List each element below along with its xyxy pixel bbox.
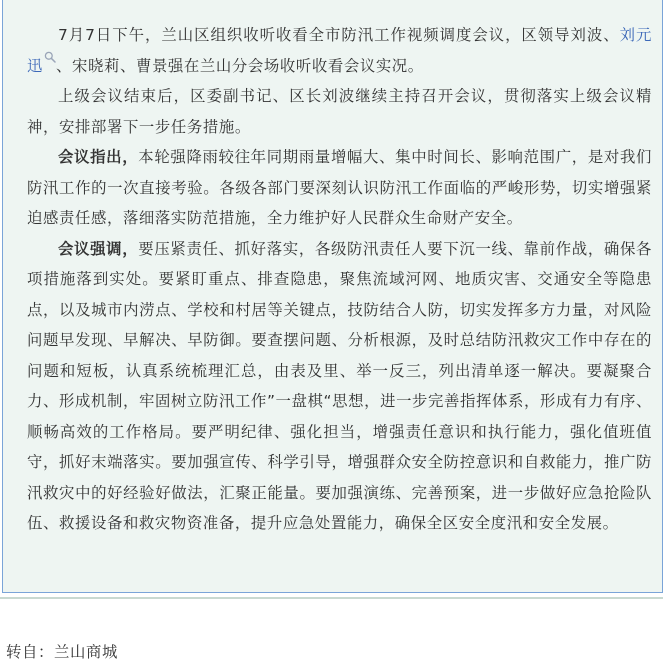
paragraph-3 — [27, 142, 652, 234]
paragraph-2-text: 上级会议结束后，区委副书记、区长刘波继续主持召开会议，贯彻落实上级会议精神，安排部署下一步任务措施。 — [27, 87, 652, 136]
search-icon[interactable] — [44, 51, 56, 63]
divider — [0, 597, 663, 599]
source-attribution: 转自：兰山商城 — [6, 643, 118, 661]
paragraph-3-lead: 会议指出， — [58, 148, 139, 166]
paragraph-4-text: 要压紧责任、抓好落实，各级防汛责任人要下沉一线、靠前作战，确保各项措施落到实处。要紧盯重点、排查隐患，聚焦流域河网、地质灾害、交通安全等隐患点，以及城市内涝点、学校和村居等关键点，技防结合人防，切实发挥多方力量，对风险问题早发现、早解决、早防御。要查摆问题、分析根源，及时总结防汛救灾工作中存在的问题和短板，认真系统梳理汇总，由表及里、举一反三，列出清单逐一解决。要凝聚合力、形成机制，牢固树立防汛工作”一盘棋“思想，进一步完善指挥体系，形成有力有序、顺畅高效的工作格局。要严明纪律、强化担当，增强责任意识和执行能力，强化值班值守，抓好末端落实。要加强宣传、科学引导，增强群众安全防控意识和自救能力，推广防汛救灾中的好经验好做法，汇聚正能量。要加强演练、完善预案，进一步做好应急抢险队伍、救援设备和救灾物资准备，提升应急处置能力，确保全区安全度汛和安全发展。 — [27, 239, 652, 532]
paragraph-1-text-a: 7月7日下午，兰山区组织收听收看全市防汛工作视频调度会议，区领导刘波、 — [58, 26, 620, 44]
paragraph-4 — [27, 234, 652, 539]
paragraph-2 — [27, 81, 652, 142]
paragraph-1-text-b: 、宋晓莉、曹景强在兰山分会场收听收看会议实况。 — [56, 56, 424, 75]
person-name-link[interactable]: 刘元迅 — [27, 26, 652, 75]
paragraph-1 — [27, 20, 652, 81]
article-box — [2, 0, 663, 593]
paragraph-3-text: 本轮强降雨较往年同期雨量增幅大、集中时间长、影响范围广，是对我们防汛工作的一次直接考验。各级各部门要深刻认识防汛工作面临的严峻形势，切实增强紧迫感责任感，落细落实防范措施，全力维护好人民群众生命财产安全。 — [27, 148, 652, 227]
paragraph-4-lead: 会议强调， — [58, 239, 139, 258]
